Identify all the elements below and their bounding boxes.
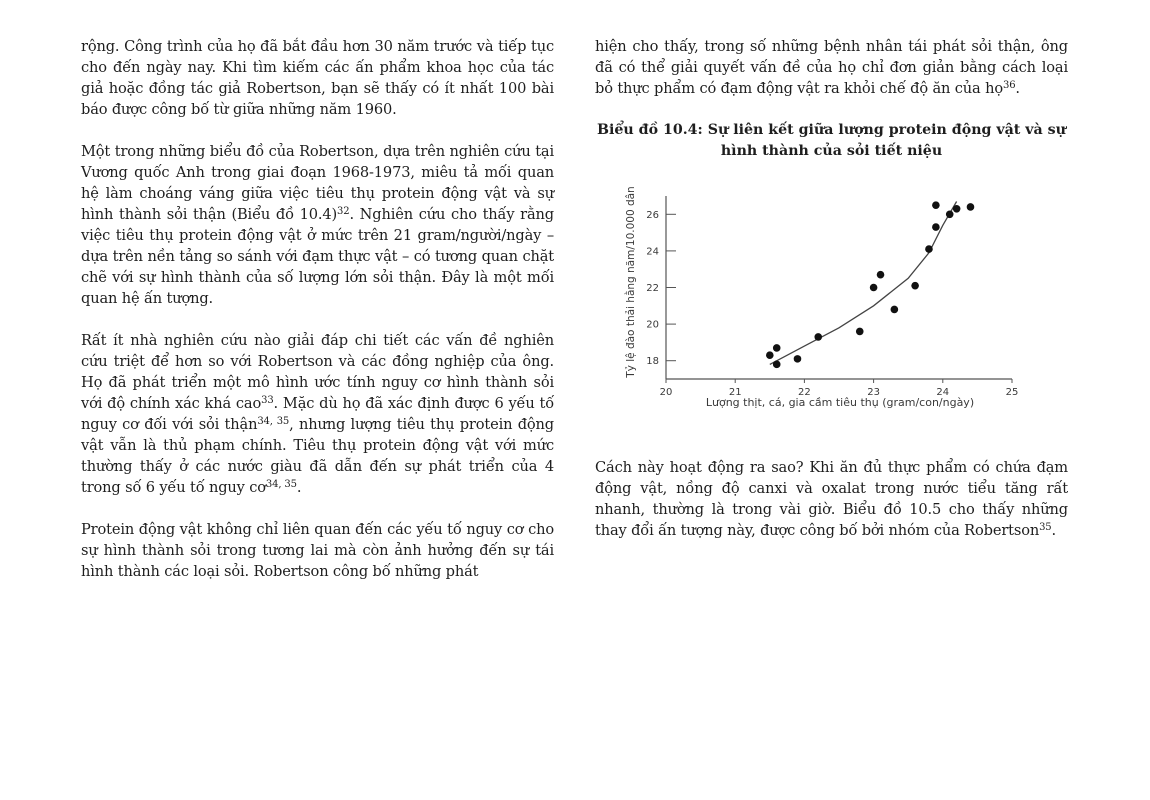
paragraph-text: Một trong những biểu đồ của Robertson, dựa trên nghiên cứu tại Vương quốc Anh trong giai đoạn 1968-1973, miêu tả mối quan hệ làm choáng váng giữa việc tiêu thụ protein động vật và sự hình thành sỏi thận (Biểu đồ 10.4) xyxy=(81,143,554,223)
chart-y-tick-label: 24 xyxy=(646,246,659,258)
chart-trend-line xyxy=(770,202,957,365)
chart-y-tick-label: 26 xyxy=(646,209,659,221)
chart-y-tick-label: 22 xyxy=(646,283,659,294)
chart-y-tick-label: 18 xyxy=(646,356,659,368)
chart-data-point xyxy=(891,306,899,314)
chart-data-point xyxy=(925,245,933,253)
chart-x-tick-label: 23 xyxy=(867,387,880,398)
paragraph xyxy=(81,141,554,309)
chart-x-tick-label: 24 xyxy=(936,387,950,398)
paragraph xyxy=(81,519,554,582)
chart-data-point xyxy=(773,344,781,352)
paragraph-text: . xyxy=(296,479,302,496)
paragraph xyxy=(595,457,1068,541)
paragraph-text: Rất ít nhà nghiên cứu nào giải đáp chi tiết các vấn đề nghiên cứu triệt để hơn so với Robertson và các đồng nghiệp của ông. Họ đã phát triển một mô hình ước tính nguy cơ hình thành sỏi với độ chính xác khá cao xyxy=(81,332,554,412)
chart-x-tick-label: 20 xyxy=(659,387,673,398)
paragraph xyxy=(595,36,1068,99)
chart-y-tick-label: 20 xyxy=(646,319,659,331)
chart-trend-layer xyxy=(770,202,957,365)
paragraph xyxy=(81,36,554,120)
figure-title-line: hình thành của sỏi tiết niệu xyxy=(720,143,943,159)
chart-x-axis-label: Lượng thịt, cá, gia cầm tiêu thụ (gram/con/ngày) xyxy=(705,396,975,409)
paragraph-text: , nhưng lượng tiêu thụ protein động vật vẫn là thủ phạm chính. Tiêu thụ protein động vật với mức thường thấy ở các nước giàu đã dẫn đến sự phát triển của 4 trong số 6 yếu tố nguy cơ xyxy=(81,416,554,496)
chart-data-point xyxy=(932,201,940,209)
citation-ref: 34, 35 xyxy=(257,416,290,427)
scatter-chart xyxy=(622,182,1032,422)
paragraph-text: . xyxy=(1015,80,1020,97)
chart-data-point xyxy=(814,333,822,341)
chart-data-point xyxy=(911,282,919,290)
chart-points-layer xyxy=(766,201,974,368)
chart-x-tick-label: 21 xyxy=(728,387,742,398)
figure-title-line: Biểu đồ 10.4: Sự liên kết giữa lượng protein động vật và sự xyxy=(597,122,1066,138)
paragraph-text: Cách này hoạt động ra sao? Khi ăn đủ thực phẩm có chứa đạm động vật, nồng độ canxi và oxalat trong nước tiểu tăng rất nhanh, thường là trong vài giờ. Biểu đồ 10.5 cho thấy những thay đổi ấn tượng này, được công bố bởi nhóm của Robertson xyxy=(595,459,1068,539)
chart-axes xyxy=(646,196,1018,398)
left-column xyxy=(81,36,554,603)
chart-data-point xyxy=(870,284,878,292)
paragraph-text: . Nghiên cứu cho thấy rằng việc tiêu thụ protein động vật ở mức trên 21 gram/người/ngày – dựa trên nền tảng so sánh với đạm thực vật – có tương quan chặt chẽ với sự hình thành của số lượng lớn sỏi thận. Đây là một mối quan hệ ấn tượng. xyxy=(81,206,554,307)
chart-data-point xyxy=(856,328,864,336)
paragraph-text: Protein động vật không chỉ liên quan đến các yếu tố nguy cơ cho sự hình thành sỏi trong tương lai mà còn ảnh hưởng đến sự tái hình thành các loại sỏi. Robertson công bố những phát xyxy=(81,521,554,580)
citation-ref: 32 xyxy=(337,206,350,217)
chart-data-point xyxy=(946,211,954,219)
chart-data-point xyxy=(773,361,781,369)
paragraph-text: . xyxy=(1051,522,1057,539)
chart-data-point xyxy=(932,223,940,231)
citation-ref: 36 xyxy=(1002,80,1016,91)
paragraph-text: rộng. Công trình của họ đã bắt đầu hơn 30 năm trước và tiếp tục cho đến ngày nay. Khi tìm kiếm các ấn phẩm khoa học của tác giả hoặc đồng tác giả Robertson, bạn sẽ thấy có ít nhất 100 bài báo được công bố từ giữa những năm 1960. xyxy=(81,38,554,118)
chart-data-point xyxy=(794,355,802,363)
chart-data-point xyxy=(877,271,885,279)
citation-ref: 35 xyxy=(1039,522,1052,533)
paragraph-text: hiện cho thấy, trong số những bệnh nhân tái phát sỏi thận, ông đã có thể giải quyết vấn đề của họ chỉ đơn giản bằng cách loại bỏ thực phẩm có đạm động vật ra khỏi chế độ ăn của họ xyxy=(595,38,1068,97)
paragraph xyxy=(81,330,554,498)
chart-data-point xyxy=(766,351,774,359)
figure-title xyxy=(595,120,1068,162)
chart-y-axis-label: Tỷ lệ đào thải hằng năm/10.000 dân xyxy=(625,186,637,378)
paragraph-text: . Mặc dù họ đã xác định được 6 yếu tố nguy cơ đối với sỏi thận xyxy=(81,395,554,433)
right-column xyxy=(595,36,1068,562)
chart-x-tick-label: 25 xyxy=(1005,387,1019,398)
chart-data-point xyxy=(967,203,975,211)
citation-ref: 33 xyxy=(261,395,274,406)
chart-x-tick-label: 22 xyxy=(798,387,811,398)
chart-data-point xyxy=(953,205,961,213)
citation-ref: 34, 35 xyxy=(265,479,297,490)
